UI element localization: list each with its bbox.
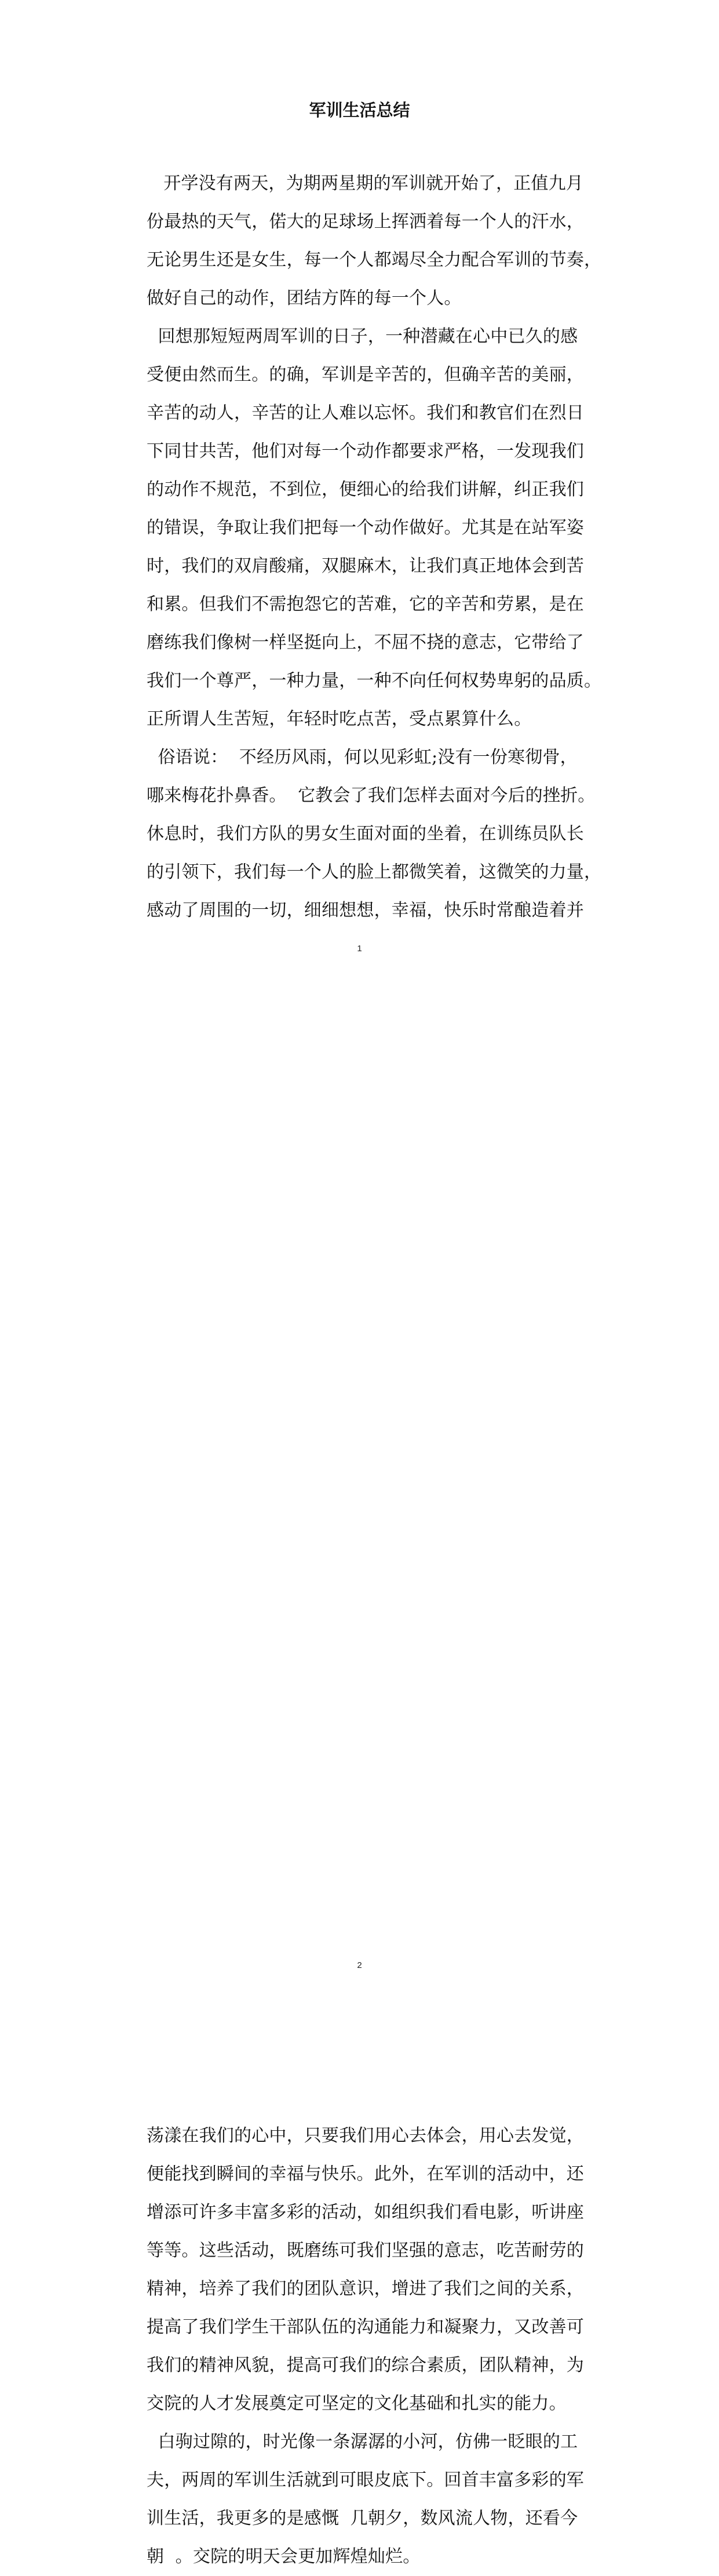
text-line: 下同甘共苦，他们对每一个动作都要求严格，一发现我们 [147,441,584,461]
document-title: 军训生活总结 [309,100,410,120]
text-line: 交院的人才发展奠定可坚定的文化基础和扎实的能力。 [147,2393,567,2414]
text-line: 受便由然而生。的确，军训是辛苦的，但确辛苦的美丽， [147,365,584,385]
text-line: 做好自己的动作，团结方阵的每一个人。 [147,288,462,308]
text-line: 夫，两周的军训生活就到可眼皮底下。回首丰富多彩的军 [147,2470,584,2490]
text-line: 时，我们的双肩酸痛，双腿麻木，让我们真正地体会到苦 [147,556,584,576]
body-text-page-2 [147,2117,616,2576]
document-page-1 [0,0,719,1017]
body-text-page-1 [147,165,616,930]
text-line: 提高了我们学生干部队伍的沟通能力和凝聚力，又改善可 [147,2317,584,2337]
text-line: 无论男生还是女生，每一个人都竭尽全力配合军训的节奏， [147,250,602,270]
document-page-2 [0,1017,719,2567]
text-line: 我们一个尊严，一种力量，一种不向任何权势卑躬的品质。 [147,671,602,691]
text-line: 份最热的天气，偌大的足球场上挥洒着每一个人的汗水， [147,212,584,232]
text-line: 增添可许多丰富多彩的活动，如组织我们看电影，听讲座 [147,2202,584,2222]
text-line: 回想那短短两周军训的日子，一种潜藏在心中已久的感 [147,326,578,347]
text-line: 俗语说： 不经历风雨，何以见彩虹;没有一份寒彻骨， [147,747,578,767]
text-line: 训生活，我更多的是感慨 几朝夕，数风流人物，还看今 [147,2508,578,2528]
text-line: 开学没有两天，为期两星期的军训就开始了，正值九月 [147,173,584,194]
text-line: 正所谓人生苦短，年轻时吃点苦，受点累算什么。 [147,709,532,729]
text-line: 哪来梅花扑鼻香。 它教会了我们怎样去面对今后的挫折。 [147,785,596,806]
text-line: 精神，培养了我们的团队意识，增进了我们之间的关系， [147,2279,584,2299]
text-line: 的动作不规范，不到位，便细心的给我们讲解，纠正我们 [147,479,584,500]
page-number: 2 [357,1960,362,1970]
text-line: 朝 。交院的明天会更加辉煌灿烂。 [147,2546,421,2567]
text-line: 白驹过隙的，时光像一条潺潺的小河，仿佛一眨眼的工 [147,2432,578,2452]
text-line: 等等。这些活动，既磨练可我们坚强的意志，吃苦耐劳的 [147,2240,584,2261]
text-line: 感动了周围的一切，细细想想，幸福，快乐时常酿造着并 [147,900,584,920]
text-line: 的引领下，我们每一个人的脸上都微笑着，这微笑的力量， [147,862,602,882]
text-line: 辛苦的动人，辛苦的让人难以忘怀。我们和教官们在烈日 [147,403,584,423]
text-line: 休息时，我们方队的男女生面对面的坐着，在训练员队长 [147,824,584,844]
text-line: 磨练我们像树一样坚挺向上，不屈不挠的意志，它带给了 [147,632,584,653]
text-line: 便能找到瞬间的幸福与快乐。此外，在军训的活动中，还 [147,2164,584,2184]
text-line: 和累。但我们不需抱怨它的苦难，它的辛苦和劳累，是在 [147,594,584,614]
text-line: 我们的精神风貌，提高可我们的综合素质，团队精神，为 [147,2355,584,2375]
text-line: 荡漾在我们的心中，只要我们用心去体会，用心去发觉， [147,2126,584,2146]
text-line: 的错误，争取让我们把每一个动作做好。尤其是在站军姿 [147,518,584,538]
page-number: 1 [357,944,362,954]
